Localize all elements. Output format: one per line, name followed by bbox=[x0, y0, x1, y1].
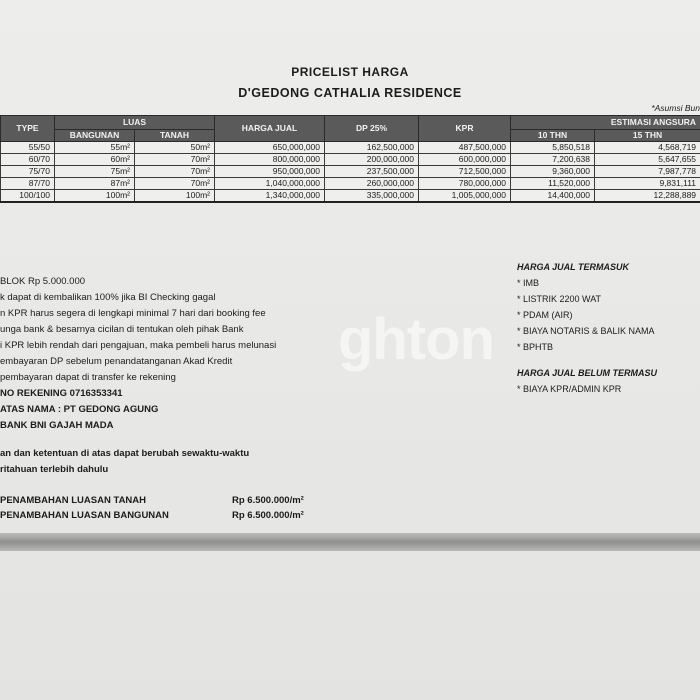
extra-land-label: PENAMBAHAN LUASAN TANAH bbox=[0, 495, 147, 506]
cell-10-thn: 11,520,000 bbox=[511, 178, 595, 190]
cell-10-thn: 14,400,000 bbox=[511, 190, 595, 203]
account-number: NO REKENING 0716353341 bbox=[0, 388, 123, 399]
bank-name: BANK BNI GAJAH MADA bbox=[0, 420, 114, 431]
header-15-thn: 15 THN bbox=[595, 130, 700, 142]
cell-type: 75/70 bbox=[1, 166, 55, 178]
included-item: * BPHTB bbox=[517, 342, 554, 352]
cell-tanah: 70m² bbox=[135, 166, 215, 178]
cell-dp: 162,500,000 bbox=[325, 142, 419, 154]
cell-type: 100/100 bbox=[1, 190, 55, 203]
document-subtitle: D'GEDONG CATHALIA RESIDENCE bbox=[238, 86, 462, 100]
cell-harga: 800,000,000 bbox=[215, 154, 325, 166]
cell-10-thn: 7,200,638 bbox=[511, 154, 595, 166]
note-line: unga bank & besarnya cicilan di tentukan oleh pihak Bank bbox=[0, 324, 244, 335]
extra-land-price: Rp 6.500.000/m² bbox=[232, 495, 304, 506]
included-item: * BIAYA NOTARIS & BALIK NAMA bbox=[517, 326, 655, 336]
cell-15-thn: 9,831,111 bbox=[595, 178, 700, 190]
cell-harga: 950,000,000 bbox=[215, 166, 325, 178]
cell-bangunan: 60m² bbox=[55, 154, 135, 166]
cell-harga: 650,000,000 bbox=[215, 142, 325, 154]
cell-tanah: 70m² bbox=[135, 178, 215, 190]
note-line: embayaran DP sebelum penandatanganan Akad Kredit bbox=[0, 356, 233, 367]
cell-dp: 237,500,000 bbox=[325, 166, 419, 178]
cell-kpr: 487,500,000 bbox=[419, 142, 511, 154]
included-item: * IMB bbox=[517, 278, 540, 288]
cell-15-thn: 4,568,719 bbox=[595, 142, 700, 154]
header-harga-jual: HARGA JUAL bbox=[215, 116, 325, 142]
assumption-note: *Asumsi Bun bbox=[651, 103, 700, 113]
account-name: ATAS NAMA : PT GEDONG AGUNG bbox=[0, 404, 159, 415]
cell-type: 60/70 bbox=[1, 154, 55, 166]
note-line: pembayaran dapat di transfer ke rekening bbox=[0, 372, 176, 383]
header-type: TYPE bbox=[1, 116, 55, 142]
cell-tanah: 50m² bbox=[135, 142, 215, 154]
cell-type: 55/50 bbox=[1, 142, 55, 154]
table-row bbox=[1, 166, 700, 178]
header-10-thn: 10 THN bbox=[511, 130, 595, 142]
booking-fee-note: BLOK Rp 5.000.000 bbox=[0, 276, 86, 287]
table-row bbox=[1, 142, 700, 154]
header-bangunan: BANGUNAN bbox=[55, 130, 135, 142]
extra-building-label: PENAMBAHAN LUASAN BANGUNAN bbox=[0, 510, 169, 521]
watermark: ghton bbox=[338, 307, 495, 372]
cell-kpr: 600,000,000 bbox=[419, 154, 511, 166]
cell-15-thn: 7,987,778 bbox=[595, 166, 700, 178]
cell-kpr: 780,000,000 bbox=[419, 178, 511, 190]
footer-bar bbox=[0, 533, 700, 551]
header-dp: DP 25% bbox=[325, 116, 419, 142]
excluded-item: * BIAYA KPR/ADMIN KPR bbox=[517, 384, 622, 394]
cell-15-thn: 12,288,889 bbox=[595, 190, 700, 203]
header-luas: LUAS bbox=[55, 116, 215, 130]
terms-change-note-2: ritahuan terlebih dahulu bbox=[0, 464, 109, 475]
header-estimasi: ESTIMASI ANGSURA bbox=[511, 116, 700, 130]
cell-harga: 1,340,000,000 bbox=[215, 190, 325, 203]
cell-kpr: 1,005,000,000 bbox=[419, 190, 511, 203]
cell-15-thn: 5,647,655 bbox=[595, 154, 700, 166]
cell-tanah: 70m² bbox=[135, 154, 215, 166]
excluded-heading: HARGA JUAL BELUM TERMASU bbox=[517, 368, 658, 378]
included-item: * LISTRIK 2200 WAT bbox=[517, 294, 602, 304]
note-line: k dapat di kembalikan 100% jika BI Checking gagal bbox=[0, 292, 216, 303]
extra-land-row bbox=[0, 495, 360, 506]
cell-type: 87/70 bbox=[1, 178, 55, 190]
document-title: PRICELIST HARGA bbox=[291, 65, 409, 79]
cell-10-thn: 5,850,518 bbox=[511, 142, 595, 154]
cell-bangunan: 55m² bbox=[55, 142, 135, 154]
cell-bangunan: 87m² bbox=[55, 178, 135, 190]
cell-bangunan: 100m² bbox=[55, 190, 135, 203]
cell-bangunan: 75m² bbox=[55, 166, 135, 178]
cell-dp: 200,000,000 bbox=[325, 154, 419, 166]
note-line: i KPR lebih rendah dari pengajuan, maka pembeli harus melunasi bbox=[0, 340, 277, 351]
table-row bbox=[1, 154, 700, 166]
table-row bbox=[1, 190, 700, 203]
cell-dp: 260,000,000 bbox=[325, 178, 419, 190]
table-row bbox=[1, 178, 700, 190]
included-item: * PDAM (AIR) bbox=[517, 310, 573, 320]
cell-harga: 1,040,000,000 bbox=[215, 178, 325, 190]
cell-tanah: 100m² bbox=[135, 190, 215, 203]
cell-10-thn: 9,360,000 bbox=[511, 166, 595, 178]
note-line: n KPR harus segera di lengkapi minimal 7 hari dari booking fee bbox=[0, 308, 266, 319]
header-tanah: TANAH bbox=[135, 130, 215, 142]
extra-building-price: Rp 6.500.000/m² bbox=[232, 510, 304, 521]
terms-change-note: an dan ketentuan di atas dapat berubah sewaktu-waktu bbox=[0, 448, 250, 459]
cell-dp: 335,000,000 bbox=[325, 190, 419, 203]
included-heading: HARGA JUAL TERMASUK bbox=[517, 262, 630, 272]
price-table bbox=[0, 115, 700, 203]
header-kpr: KPR bbox=[419, 116, 511, 142]
extra-building-row bbox=[0, 510, 360, 521]
cell-kpr: 712,500,000 bbox=[419, 166, 511, 178]
